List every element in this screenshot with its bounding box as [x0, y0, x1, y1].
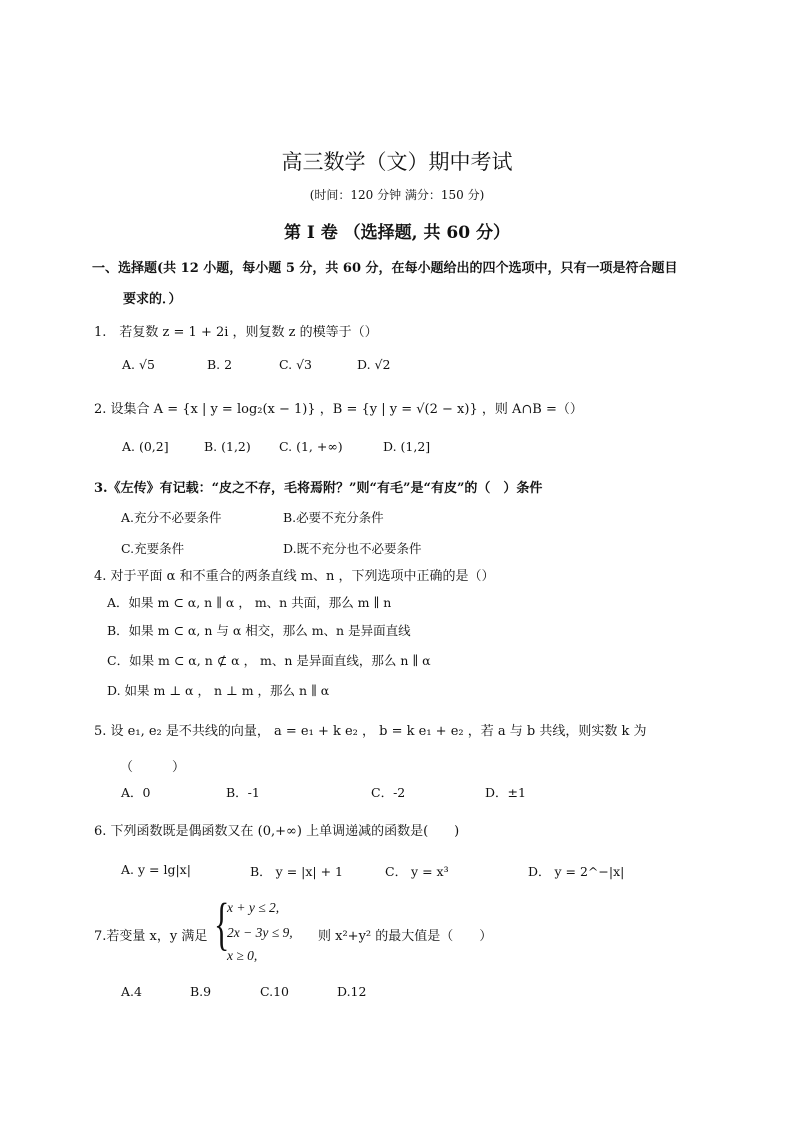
part-intro-line1: 一、选择题(共 12 小题，每小题 5 分，共 60 分，在每小题给出的四个选项中，只有一项是符合题目	[92, 261, 678, 276]
question-6-option-c: C． y = x³	[385, 864, 449, 879]
constraint-2: 2x − 3y ≤ 9,	[227, 925, 293, 940]
question-3-option-a: A.充分不必要条件	[121, 510, 222, 525]
part-intro-line2: 要求的．）	[123, 292, 182, 307]
question-2-stem: 2. 设集合 A = {x | y = log₂(x − 1)} ，B = {y | y = √(2 − x)} ，则 A∩B =（）	[94, 402, 583, 417]
question-1-option-a: A. √5	[122, 357, 155, 372]
question-4-stem: 4. 对于平面 α 和不重合的两条直线 m、n ，下列选项中正确的是（）	[94, 569, 495, 584]
question-5-option-a: A．0	[121, 785, 151, 800]
exam-title: 高三数学（文）期中考试	[281, 150, 513, 174]
question-3-option-b: B.必要不充分条件	[283, 510, 384, 525]
question-5-option-b: B．-1	[226, 785, 260, 800]
question-3-option-c: C.充要条件	[121, 541, 185, 556]
question-7-option-d: D.12	[337, 984, 367, 999]
question-2-option-c: C. (1, +∞)	[279, 439, 343, 454]
question-3-stem: 3.《左传》有记载：“皮之不存，毛将焉附？”则“有毛”是“有皮”的（ ）条件	[94, 481, 543, 496]
question-3-option-d: D.既不充分也不必要条件	[283, 541, 422, 556]
question-6-option-b: B． y = |x| + 1	[250, 864, 343, 879]
question-1-option-b: B. 2	[207, 357, 233, 372]
question-4-option-a: A．如果 m ⊂ α, n ∥ α ， m、n 共面，那么 m ∥ n	[107, 595, 392, 610]
question-7-option-c: C.10	[260, 984, 289, 999]
question-5-answer-blank: （ ）	[120, 760, 186, 775]
system-brace: {	[214, 891, 230, 956]
question-5-option-c: C．-2	[371, 785, 406, 800]
question-7-stem-prefix: 7.若变量 x，y 满足	[94, 929, 208, 944]
question-1-option-d: D. √2	[357, 357, 391, 372]
question-2-option-d: D. (1,2]	[383, 439, 431, 454]
question-5-stem: 5. 设 e₁, e₂ 是不共线的向量， a = e₁ + k e₂ ， b = k e₁ + e₂ ，若 a 与 b 共线，则实数 k 为	[94, 724, 647, 739]
question-4-option-c: C．如果 m ⊂ α, n ⊄ α ， m、n 是异面直线，那么 n ∥ α	[107, 653, 431, 668]
question-7-option-a: A.4	[121, 984, 142, 999]
question-7-stem-suffix: 则 x²+y² 的最大值是（ ）	[318, 929, 493, 944]
question-1-option-c: C. √3	[279, 357, 312, 372]
question-7-option-b: B.9	[190, 984, 212, 999]
question-4-option-b: B．如果 m ⊂ α, n 与 α 相交，那么 m、n 是异面直线	[107, 623, 411, 638]
constraint-1: x + y ≤ 2,	[227, 900, 280, 915]
question-5-option-d: D．±1	[485, 785, 526, 800]
constraint-3: x ≥ 0,	[227, 948, 258, 963]
section-heading: 第 I 卷 （选择题, 共 60 分）	[283, 223, 511, 243]
question-4-option-d: D. 如果 m ⊥ α ， n ⊥ m ，那么 n ∥ α	[107, 683, 330, 698]
exam-subtitle: (时间：120 分钟 满分：150 分)	[309, 188, 485, 202]
question-6-stem: 6. 下列函数既是偶函数又在 (0,+∞) 上单调递减的函数是( )	[94, 824, 460, 839]
question-1-stem: 1. 若复数 z = 1 + 2i ，则复数 z 的模等于（）	[94, 325, 378, 340]
question-6-option-d: D． y = 2^−|x|	[528, 864, 625, 879]
question-6-option-a: A. y = lg|x|	[121, 862, 191, 877]
question-2-option-b: B. (1,2)	[204, 439, 251, 454]
question-2-option-a: A. (0,2]	[122, 439, 169, 454]
